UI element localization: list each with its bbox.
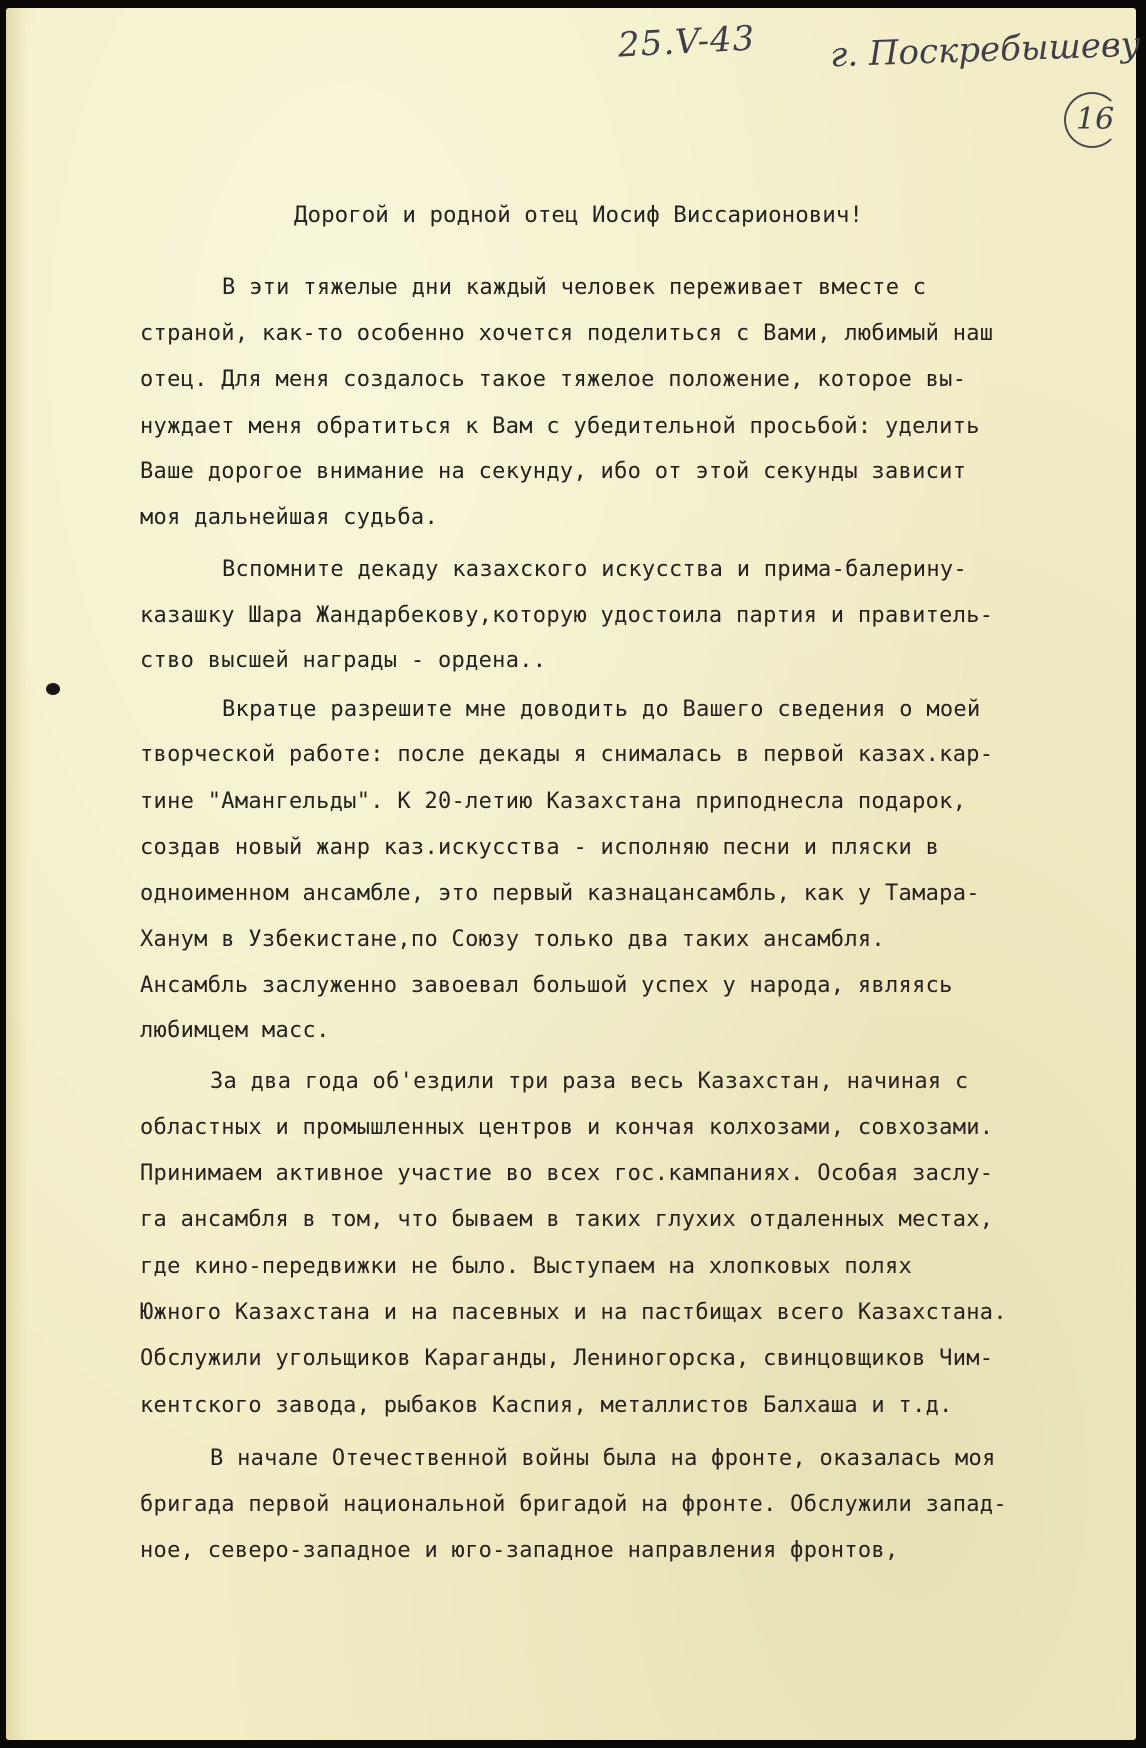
letter-line: За два года об'ездили три раза весь Казахстан, начиная с <box>210 1069 969 1094</box>
letter-line: где кино-передвижки не было. Выступаем на хлопковых полях <box>140 1254 913 1279</box>
letter-line: страной, как-то особенно хочется поделиться с Вами, любимый наш <box>140 321 994 346</box>
letter-line: ное, северо-западное и юго-западное направления фронтов, <box>140 1538 899 1563</box>
letter-line: кентского завода, рыбаков Каспия, металлистов Балхаша и т.д. <box>140 1393 953 1418</box>
letter-line: отец. Для меня создалось такое тяжелое положение, которое вы- <box>140 367 967 392</box>
letter-line: Вспомните декаду казахского искусства и прима-балерину- <box>222 557 967 582</box>
letter-line: областных и промышленных центров и кончая колхозами, совхозами. <box>140 1115 994 1140</box>
letter-line: Вкратце разрешите мне доводить до Вашего сведения о моей <box>222 697 981 722</box>
letter-sheet <box>6 8 1136 1740</box>
handwritten-page-number: 16 <box>1076 102 1115 137</box>
salutation: Дорогой и родной отец Иосиф Виссарионович! <box>294 202 863 228</box>
letter-line: творческой работе: после декады я снималась в первой казах.кар- <box>140 742 994 767</box>
letter-line: создав новый жанр каз.искусства - исполняю песни и пляски в <box>140 835 940 860</box>
letter-line: казашку Шара Жандарбекову,которую удостоила партия и правитель- <box>140 603 994 628</box>
letter-line: В эти тяжелые дни каждый человек переживает вместе с <box>222 275 927 300</box>
letter-line: В начале Отечественной войны была на фронте, оказалась моя <box>210 1446 996 1471</box>
handwritten-date: 25.V-43 <box>617 18 757 66</box>
handwritten-addressee: г. Поскребышеву <box>829 24 1142 76</box>
letter-line: га ансамбля в том, что бываем в таких глухих отдаленных местах, <box>140 1207 994 1232</box>
letter-line: Ханум в Узбекистане,по Союзу только два таких ансамбля. <box>140 927 885 952</box>
ink-blot <box>46 683 60 695</box>
letter-line: тине "Амангельды". К 20-летию Казахстана приподнесла подарок, <box>140 789 967 814</box>
letter-line: моя дальнейшая судьба. <box>140 505 438 530</box>
letter-line: Ансамбль заслуженно завоевал большой успех у народа, являясь <box>140 973 953 998</box>
letter-line: ство высшей награды - ордена.. <box>140 648 547 673</box>
letter-line: Принимаем активное участие во всех гос.кампаниях. Особая заслу- <box>140 1161 994 1186</box>
letter-line: одноименном ансамбле, это первый казнацансамбль, как у Тамара- <box>140 881 980 906</box>
letter-line: Ваше дорогое внимание на секунду, ибо от этой секунды зависит <box>140 459 967 484</box>
letter-line: Обслужили угольщиков Караганды, Лениногорска, свинцовщиков Чим- <box>140 1346 994 1371</box>
paper-edge-shadow <box>6 8 28 1740</box>
letter-line: бригада первой национальной бригадой на фронте. Обслужили запад- <box>140 1492 1007 1517</box>
letter-line: любимцем масс. <box>140 1018 330 1043</box>
letter-line: Южного Казахстана и на пасевных и на пастбищах всего Казахстана. <box>140 1300 1007 1325</box>
letter-line: нуждает меня обратиться к Вам с убедительной просьбой: уделить <box>140 414 980 439</box>
